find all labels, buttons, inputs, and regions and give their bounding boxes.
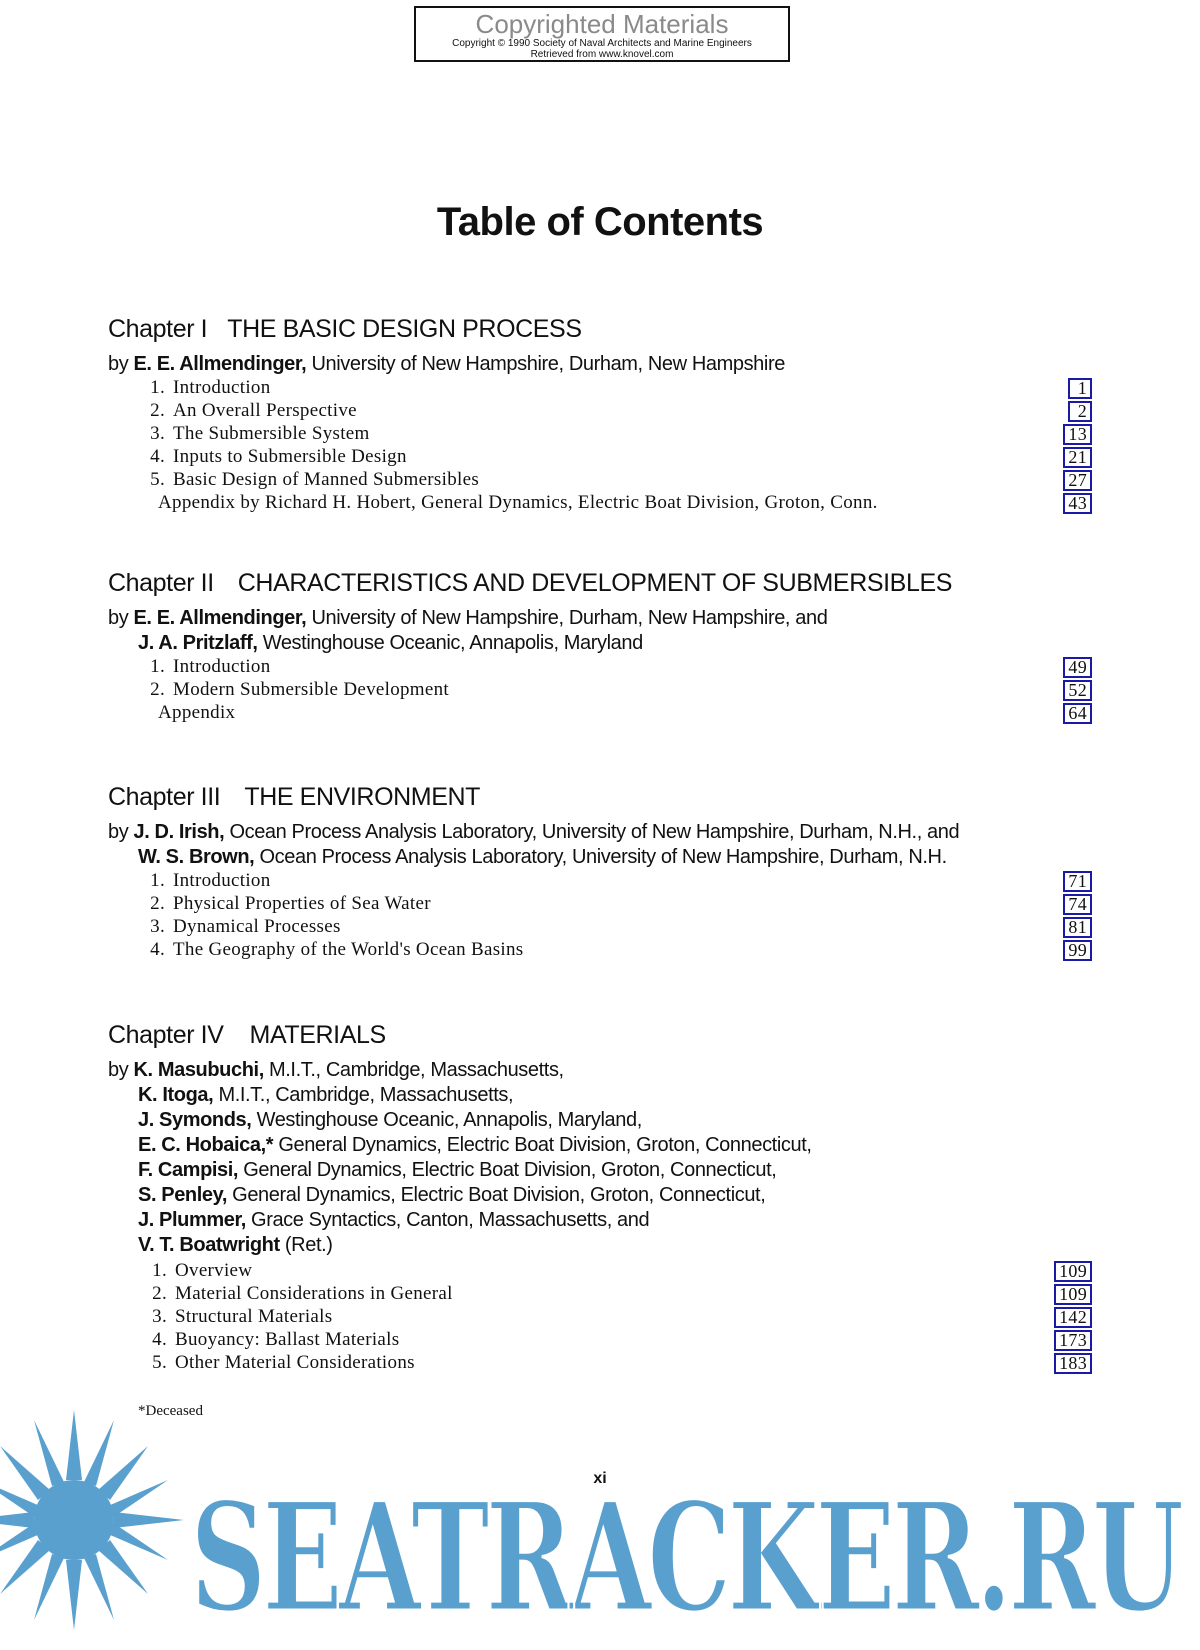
page-link[interactable]: 1 — [1068, 378, 1092, 399]
page-link[interactable]: 49 — [1063, 657, 1092, 678]
author-name: K. Masubuchi, — [133, 1059, 264, 1081]
author-line — [108, 1158, 1098, 1183]
page-link[interactable]: 21 — [1063, 447, 1092, 468]
author-affiliation: Ocean Process Analysis Laboratory, University of New Hampshire, Durham, N.H. — [254, 846, 947, 868]
entry-label: Dynamical Processes — [173, 916, 341, 937]
toc-entry[interactable] — [133, 1329, 1098, 1352]
chapter-4 — [108, 1020, 1098, 1375]
toc-entry[interactable] — [131, 939, 1098, 962]
author-line — [108, 1083, 1098, 1108]
page-number: xi — [593, 1470, 607, 1487]
author-name: W. S. Brown, — [138, 846, 255, 868]
chapter-heading — [108, 1020, 1098, 1058]
author-name: V. T. Boatwright — [138, 1234, 280, 1256]
toc-entry[interactable] — [131, 377, 1098, 400]
author-name: J. A. Pritzlaff, — [138, 632, 258, 654]
entry-label: Appendix by Richard H. Hobert, General Dynamics, Electric Boat Division, Groton, Conn. — [158, 492, 878, 513]
author-prefix: by — [108, 821, 134, 843]
author-line — [108, 1233, 1098, 1258]
author-prefix: by — [108, 607, 134, 629]
entry-list — [108, 1260, 1098, 1375]
toc-entry[interactable] — [131, 893, 1098, 916]
author-name: E. E. Allmendinger, — [133, 607, 307, 629]
author-affiliation: (Ret.) — [279, 1234, 333, 1256]
toc-entry[interactable] — [131, 656, 1098, 679]
entry-number: 1. — [152, 1260, 167, 1281]
chapter-title: THE ENVIRONMENT — [244, 783, 481, 811]
author-affiliation: University of New Hampshire, Durham, New Hampshire — [306, 353, 785, 375]
entry-label: Appendix — [158, 702, 236, 723]
entry-label: Structural Materials — [175, 1306, 333, 1327]
author-line — [108, 845, 1098, 870]
chapter-heading — [108, 314, 1098, 352]
author-name: E. E. Allmendinger, — [133, 353, 307, 375]
chapter-heading — [108, 568, 1098, 606]
chapter-title: CHARACTERISTICS AND DEVELOPMENT OF SUBMERSIBLES — [237, 569, 953, 597]
chapter-authors — [108, 606, 1098, 656]
entry-list — [108, 377, 1098, 515]
chapter-authors — [108, 820, 1098, 870]
entry-label: An Overall Perspective — [173, 400, 357, 421]
chapter-1 — [108, 314, 1098, 515]
entry-label: Material Considerations in General — [175, 1283, 453, 1304]
entry-label: Physical Properties of Sea Water — [173, 893, 431, 914]
author-line — [108, 352, 1098, 377]
entry-label: The Geography of the World's Ocean Basins — [173, 939, 524, 960]
entry-label: Other Material Considerations — [175, 1352, 415, 1373]
author-affiliation: Westinghouse Oceanic, Annapolis, Maryland — [257, 632, 643, 654]
author-affiliation: Westinghouse Oceanic, Annapolis, Maryland, — [251, 1109, 642, 1131]
author-line — [108, 631, 1098, 656]
copyright-line: Copyright © 1990 Society of Naval Architects and Marine Engineers — [452, 38, 752, 49]
entry-label: Inputs to Submersible Design — [173, 446, 407, 467]
copyright-notice — [414, 6, 790, 62]
watermark-text: SEATRACKER.RU — [190, 1470, 1183, 1646]
author-line — [108, 1208, 1098, 1233]
toc-entry-appendix[interactable] — [131, 492, 1098, 515]
entry-number: 5. — [152, 1352, 167, 1373]
author-line — [108, 606, 1098, 631]
entry-label: Buoyancy: Ballast Materials — [175, 1329, 400, 1350]
entry-number: 2. — [152, 1283, 167, 1304]
page-link[interactable]: 71 — [1063, 871, 1092, 892]
entry-number: 1. — [150, 870, 165, 891]
page-link[interactable]: 64 — [1063, 703, 1092, 724]
entry-number: 4. — [152, 1329, 167, 1350]
author-name: F. Campisi, — [138, 1159, 239, 1181]
chapter-number: Chapter II — [108, 569, 214, 597]
toc-entry[interactable] — [133, 1283, 1098, 1306]
toc-entry[interactable] — [133, 1306, 1098, 1329]
entry-number: 3. — [150, 916, 165, 937]
page-link[interactable]: 173 — [1054, 1330, 1092, 1351]
toc-entry[interactable] — [133, 1352, 1098, 1375]
entry-number: 3. — [150, 423, 165, 444]
author-line — [108, 1058, 1098, 1083]
toc-entry[interactable] — [131, 446, 1098, 469]
toc-entry[interactable] — [131, 870, 1098, 893]
author-affiliation: General Dynamics, Electric Boat Division, Groton, Connecticut, — [238, 1159, 777, 1181]
author-name: K. Itoga, — [138, 1084, 214, 1106]
entry-number: 5. — [150, 469, 165, 490]
entry-label: The Submersible System — [173, 423, 370, 444]
entry-list — [108, 870, 1098, 962]
page-link[interactable]: 183 — [1054, 1353, 1092, 1374]
chapter-title: THE BASIC DESIGN PROCESS — [227, 315, 582, 343]
author-name: E. C. Hobaica,* — [138, 1134, 274, 1156]
page-link[interactable]: 52 — [1063, 680, 1092, 701]
footnote: *Deceased — [138, 1403, 203, 1419]
chapter-number: Chapter IV — [108, 1021, 224, 1049]
entry-label: Modern Submersible Development — [173, 679, 450, 700]
toc-entry[interactable] — [131, 679, 1098, 702]
author-affiliation: General Dynamics, Electric Boat Division, Groton, Connecticut, — [227, 1184, 766, 1206]
page-link[interactable]: 13 — [1063, 424, 1092, 445]
chapter-number: Chapter III — [108, 783, 221, 811]
copyright-source: Retrieved from www.knovel.com — [530, 49, 674, 60]
watermark-logo — [0, 1390, 1200, 1650]
toc-entry[interactable] — [131, 423, 1098, 446]
page-link[interactable]: 74 — [1063, 894, 1092, 915]
author-prefix: by — [108, 1059, 134, 1081]
author-line — [108, 820, 1098, 845]
author-name: J. Plummer, — [138, 1209, 246, 1231]
toc-entry[interactable] — [131, 469, 1098, 492]
page-link[interactable]: 43 — [1063, 493, 1092, 514]
chapter-3 — [108, 782, 1098, 962]
entry-list — [108, 656, 1098, 725]
author-line — [108, 1108, 1098, 1133]
chapter-authors — [108, 352, 1098, 377]
entry-label: Basic Design of Manned Submersibles — [173, 469, 480, 490]
entry-label: Introduction — [173, 377, 271, 398]
chapter-heading — [108, 782, 1098, 820]
page-link[interactable]: 109 — [1054, 1261, 1092, 1282]
copyright-title: Copyrighted Materials — [475, 9, 729, 39]
entry-number: 2. — [150, 679, 165, 700]
entry-number: 2. — [150, 893, 165, 914]
author-affiliation: General Dynamics, Electric Boat Division, Groton, Connecticut, — [273, 1134, 812, 1156]
entry-number: 4. — [150, 446, 165, 467]
chapter-authors — [108, 1058, 1098, 1258]
entry-number: 1. — [150, 377, 165, 398]
chapter-number: Chapter I — [108, 315, 208, 343]
author-affiliation: M.I.T., Cambridge, Massachusetts, — [213, 1084, 514, 1106]
author-affiliation: M.I.T., Cambridge, Massachusetts, — [263, 1059, 564, 1081]
author-affiliation: Grace Syntactics, Canton, Massachusetts, and — [245, 1209, 650, 1231]
entry-label: Introduction — [173, 870, 271, 891]
entry-number: 3. — [152, 1306, 167, 1327]
author-line — [108, 1133, 1098, 1158]
chapter-2 — [108, 568, 1098, 725]
entry-label: Introduction — [173, 656, 271, 677]
author-name: J. Symonds, — [138, 1109, 252, 1131]
author-affiliation: Ocean Process Analysis Laboratory, University of New Hampshire, Durham, N.H., and — [224, 821, 960, 843]
page-link[interactable]: 142 — [1054, 1307, 1092, 1328]
page-link[interactable]: 2 — [1068, 401, 1092, 422]
entry-label: Overview — [175, 1260, 253, 1281]
author-prefix: by — [108, 353, 134, 375]
page-link[interactable]: 27 — [1063, 470, 1092, 491]
sun-icon — [0, 1410, 184, 1630]
page-link[interactable]: 81 — [1063, 917, 1092, 938]
toc-entry[interactable] — [133, 1260, 1098, 1283]
chapter-title: MATERIALS — [249, 1021, 386, 1049]
toc-entry[interactable] — [131, 400, 1098, 423]
author-line — [108, 1183, 1098, 1208]
page-link[interactable]: 99 — [1063, 940, 1092, 961]
author-name: S. Penley, — [138, 1184, 228, 1206]
entry-number: 2. — [150, 400, 165, 421]
author-name: J. D. Irish, — [133, 821, 225, 843]
page-link[interactable]: 109 — [1054, 1284, 1092, 1305]
toc-entry[interactable] — [131, 916, 1098, 939]
author-affiliation: University of New Hampshire, Durham, New Hampshire, and — [306, 607, 828, 629]
entry-number: 4. — [150, 939, 165, 960]
toc-entry-appendix[interactable] — [131, 702, 1098, 725]
page-title: Table of Contents — [436, 200, 764, 244]
entry-number: 1. — [150, 656, 165, 677]
